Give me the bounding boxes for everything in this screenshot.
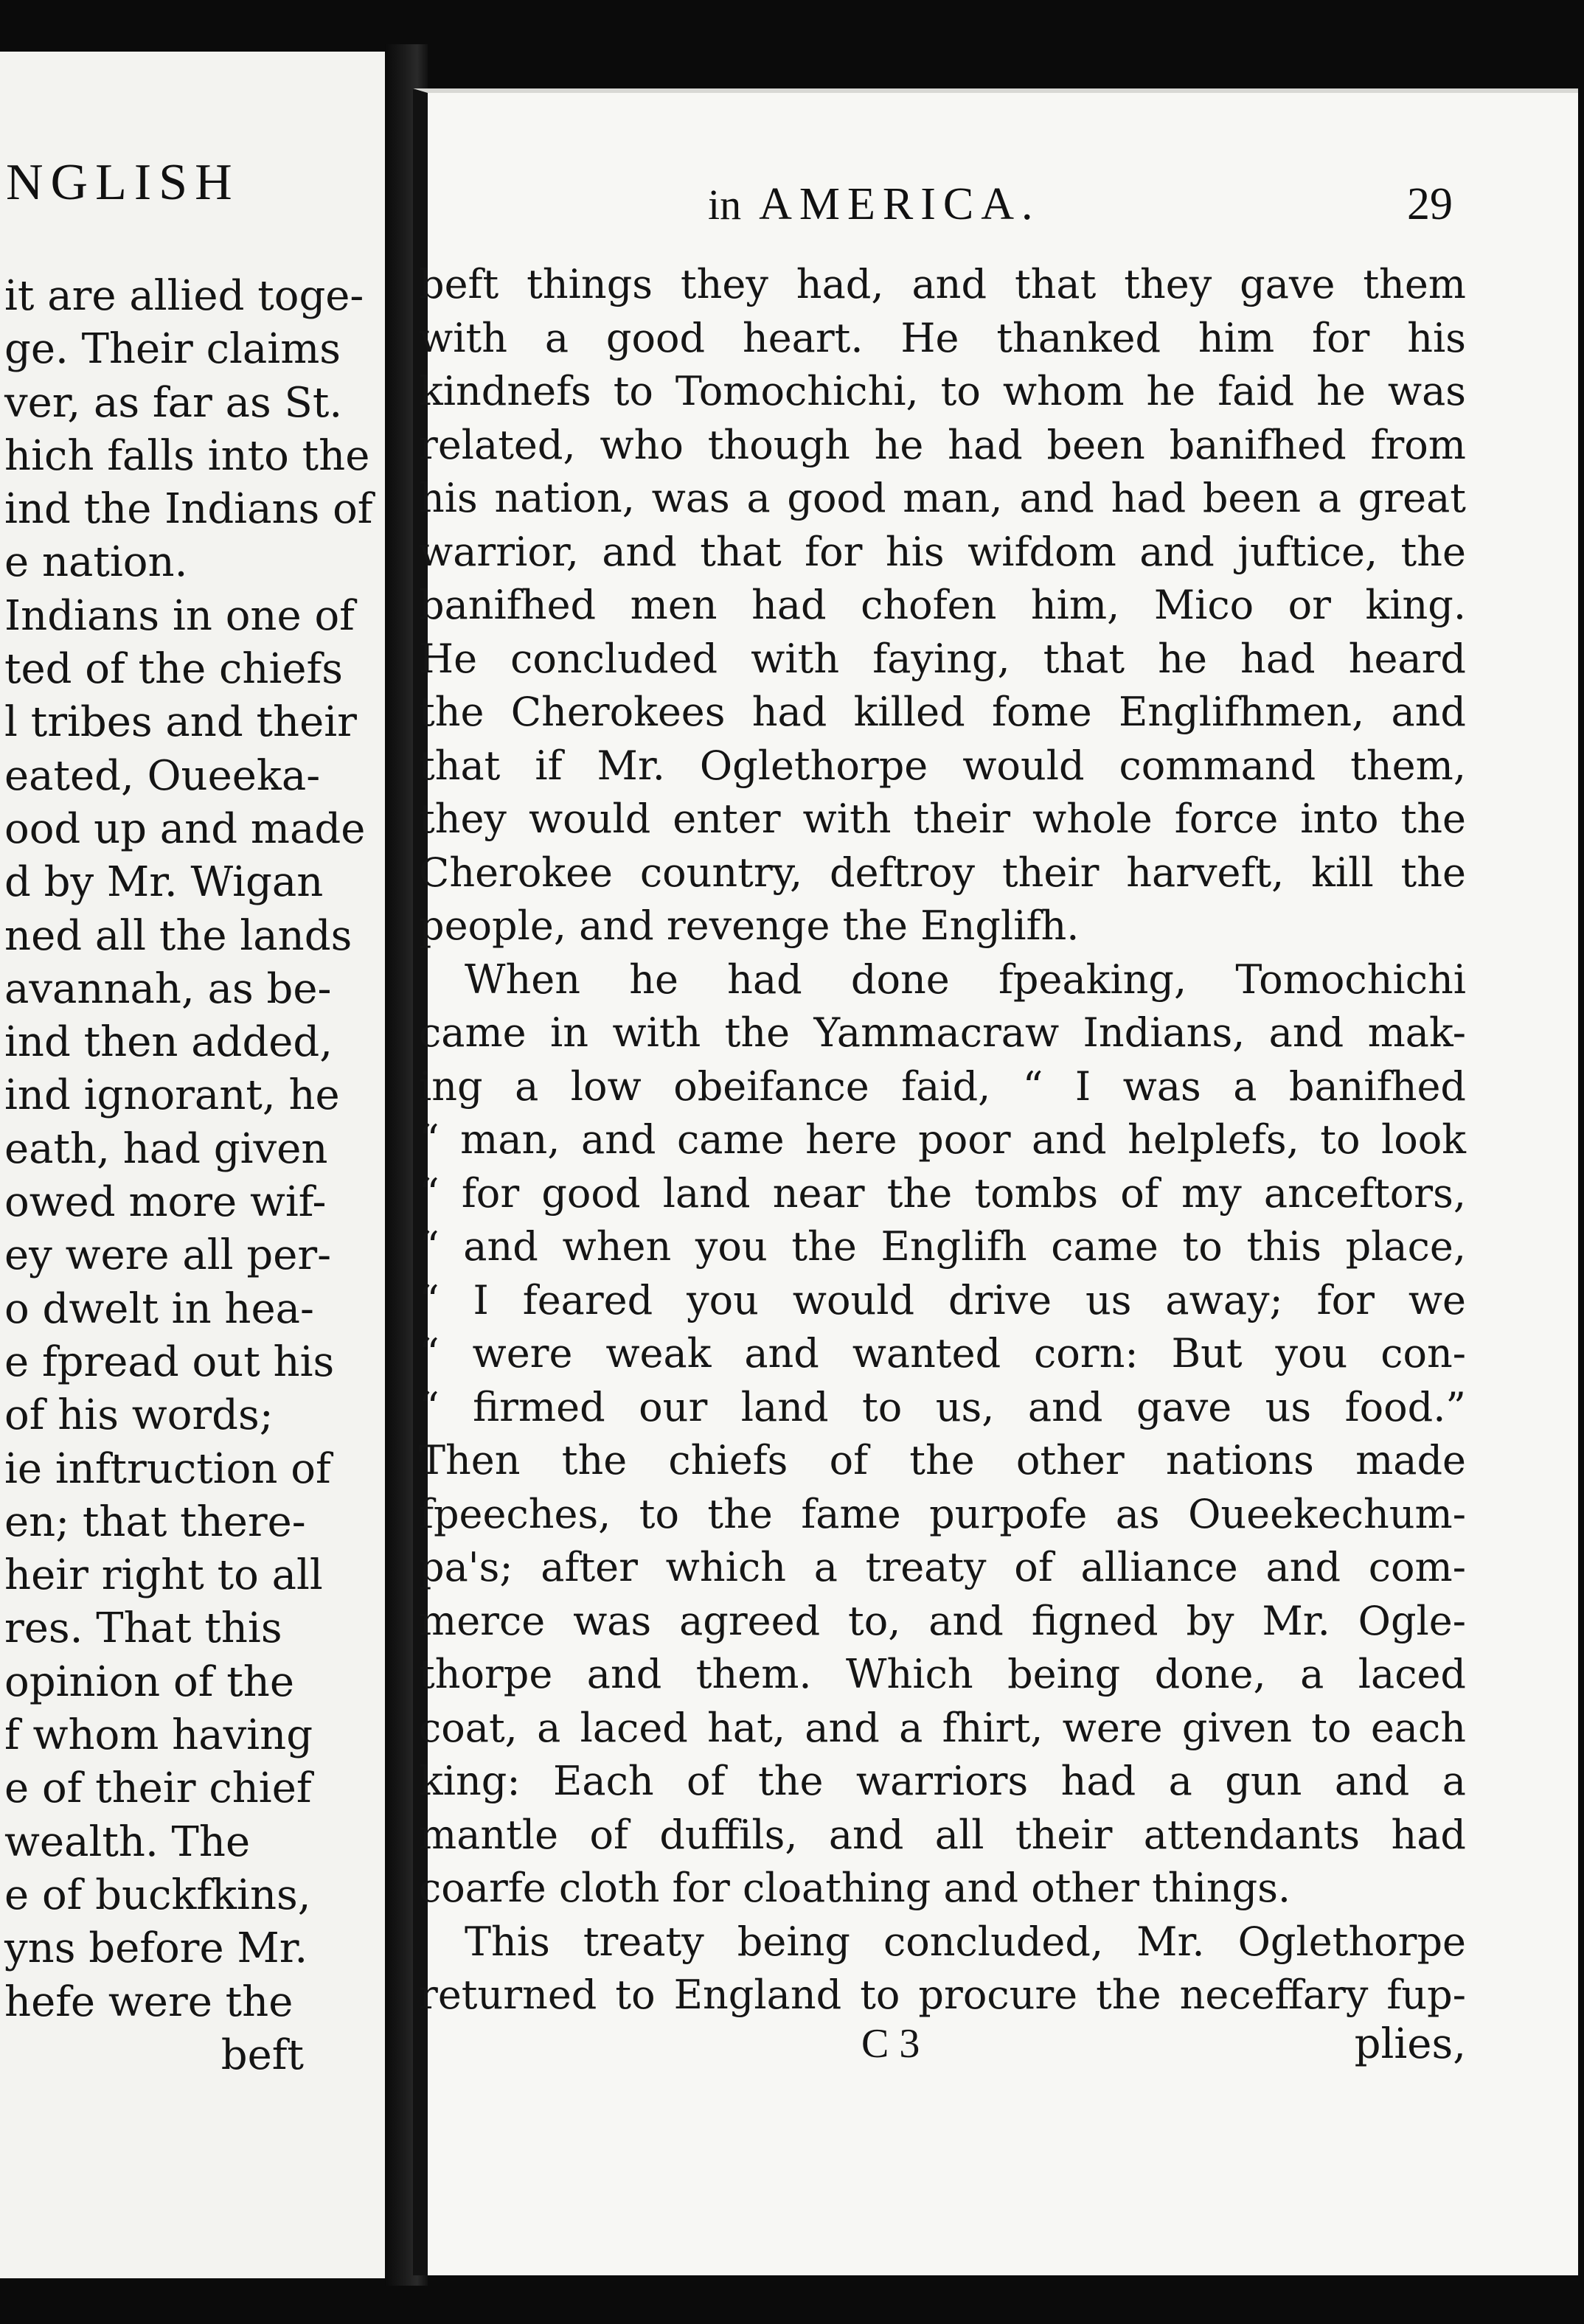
- text-line: “ man, and came here poor and helplefs, to look: [419, 1116, 1466, 1163]
- text-line: mantle of duffils, and all their attendants had: [419, 1811, 1466, 1858]
- left-text-line: ie inftruction of: [4, 1444, 331, 1493]
- text-line: Cherokee country, deftroy their harveft, kill the: [419, 849, 1466, 896]
- text-line: the Cherokees had killed fome Englifhmen, and: [419, 689, 1466, 735]
- text-line: related, who though he had been banifhed from: [419, 421, 1466, 468]
- running-head-main: AMERICA.: [759, 179, 1041, 229]
- left-text-line: ey were all per-: [4, 1231, 332, 1280]
- text-line: pa's; after which a treaty of alliance and com-: [419, 1544, 1466, 1590]
- left-text-line: ted of the chiefs: [4, 645, 343, 694]
- text-line: When he had done fpeaking, Tomochichi: [465, 956, 1466, 1003]
- text-line: “ firmed our land to us, and gave us food.”: [419, 1383, 1466, 1430]
- left-text-line: e fpread out his: [4, 1337, 335, 1386]
- text-line: Then the chiefs of the other nations made: [419, 1437, 1466, 1483]
- text-line: beft things they had, and that they gave them: [419, 261, 1466, 307]
- left-text-line: f whom having: [4, 1711, 313, 1760]
- left-text-line: Indians in one of: [4, 591, 355, 640]
- text-line: “ were weak and wanted corn: But you con-: [419, 1330, 1466, 1377]
- left-text-line: heir right to all: [4, 1551, 323, 1600]
- text-line: merce was agreed to, and figned by Mr. Ogle-: [419, 1597, 1466, 1644]
- text-line: returned to England to procure the neceffary fup-: [419, 1972, 1466, 2018]
- text-line: coat, a laced hat, and a fhirt, were given to each: [419, 1704, 1466, 1751]
- text-line: they would enter with their whole force into the: [419, 796, 1466, 842]
- left-text-line: hich falls into the: [4, 431, 370, 480]
- text-line: kindnefs to Tomochichi, to whom he faid he was: [419, 368, 1466, 414]
- right-page-text: [419, 258, 1466, 2022]
- catchword: plies,: [1354, 2020, 1466, 2068]
- left-text-line: o dwelt in hea-: [4, 1284, 314, 1333]
- text-line: thorpe and them. Which being done, a laced: [419, 1651, 1466, 1697]
- text-line: banifhed men had chofen him, Mico or king.: [419, 582, 1466, 628]
- left-text-line: of his words;: [4, 1391, 274, 1440]
- text-line: king: Each of the warriors had a gun and a: [419, 1758, 1466, 1804]
- left-text-line: wealth. The: [4, 1817, 251, 1866]
- text-line: “ for good land near the tombs of my anceftors,: [419, 1169, 1466, 1217]
- left-text-line: ver, as far as St.: [4, 378, 343, 427]
- left-text-line: ood up and made: [4, 804, 366, 853]
- left-text-line: ge. Their claims: [4, 325, 341, 374]
- text-line: that if Mr. Oglethorpe would command them,: [419, 742, 1466, 789]
- left-text-line: l tribes and their: [4, 698, 357, 747]
- left-text-line: it are allied toge-: [4, 272, 364, 320]
- text-line: coarfe cloth for cloathing and other things.: [419, 1865, 1291, 1911]
- left-text-line: eath, had given: [4, 1124, 328, 1173]
- left-text-line: e nation.: [4, 538, 188, 587]
- page-footer: [419, 2020, 1466, 2079]
- left-text-line: ind the Indians of: [4, 485, 373, 534]
- left-text-line: avannah, as be-: [4, 964, 332, 1013]
- left-text-line: beft: [220, 2031, 304, 2079]
- signature-mark: C 3: [861, 2021, 920, 2067]
- text-line: people, and revenge the Englifh.: [419, 902, 1080, 949]
- left-text-line: ned all the lands: [4, 911, 352, 960]
- left-page: [0, 52, 392, 2278]
- text-line: This treaty being concluded, Mr. Oglethorpe: [465, 1918, 1466, 1965]
- left-text-line: owed more wif-: [4, 1178, 327, 1227]
- left-text-line: res. That this: [4, 1604, 282, 1653]
- text-line: came in with the Yammacraw Indians, and mak-: [419, 1009, 1466, 1056]
- running-head-prefix: in: [708, 181, 742, 229]
- left-text-line: hefe were the: [4, 1977, 293, 2026]
- page-number: 29: [1407, 179, 1453, 229]
- text-line: warrior, and that for his wifdom and juftice, the: [419, 528, 1466, 575]
- text-line: “ I feared you would drive us away; for we: [419, 1276, 1466, 1323]
- left-text-line: d by Mr. Wigan: [4, 858, 324, 907]
- left-page-text: [0, 270, 378, 2082]
- left-text-line: e of buckfkins,: [4, 1871, 311, 1919]
- left-text-line: e of their chief: [4, 1764, 312, 1813]
- text-line: He concluded with faying, that he had heard: [419, 635, 1466, 682]
- left-running-head: NGLISH: [6, 154, 240, 211]
- left-text-line: eated, Oueeka-: [4, 751, 321, 800]
- left-text-line: opinion of the: [4, 1657, 294, 1706]
- text-line: “ and when you the Englifh came to this place,: [419, 1223, 1466, 1270]
- left-text-line: en; that there-: [4, 1497, 306, 1546]
- text-line: his nation, was a good man, and had been a great: [419, 475, 1466, 521]
- text-line: fpeeches, to the fame purpofe as Oueekechum-: [419, 1490, 1466, 1537]
- left-text-line: ind ignorant, he: [4, 1071, 340, 1120]
- running-head: [708, 97, 1460, 230]
- left-text-line: ind then added,: [4, 1018, 333, 1067]
- left-text-line: yns before Mr.: [4, 1924, 308, 1973]
- text-line: ing a low obeifance faid, “ I was a banifhed: [419, 1062, 1466, 1110]
- text-line: with a good heart. He thanked him for his: [419, 314, 1466, 361]
